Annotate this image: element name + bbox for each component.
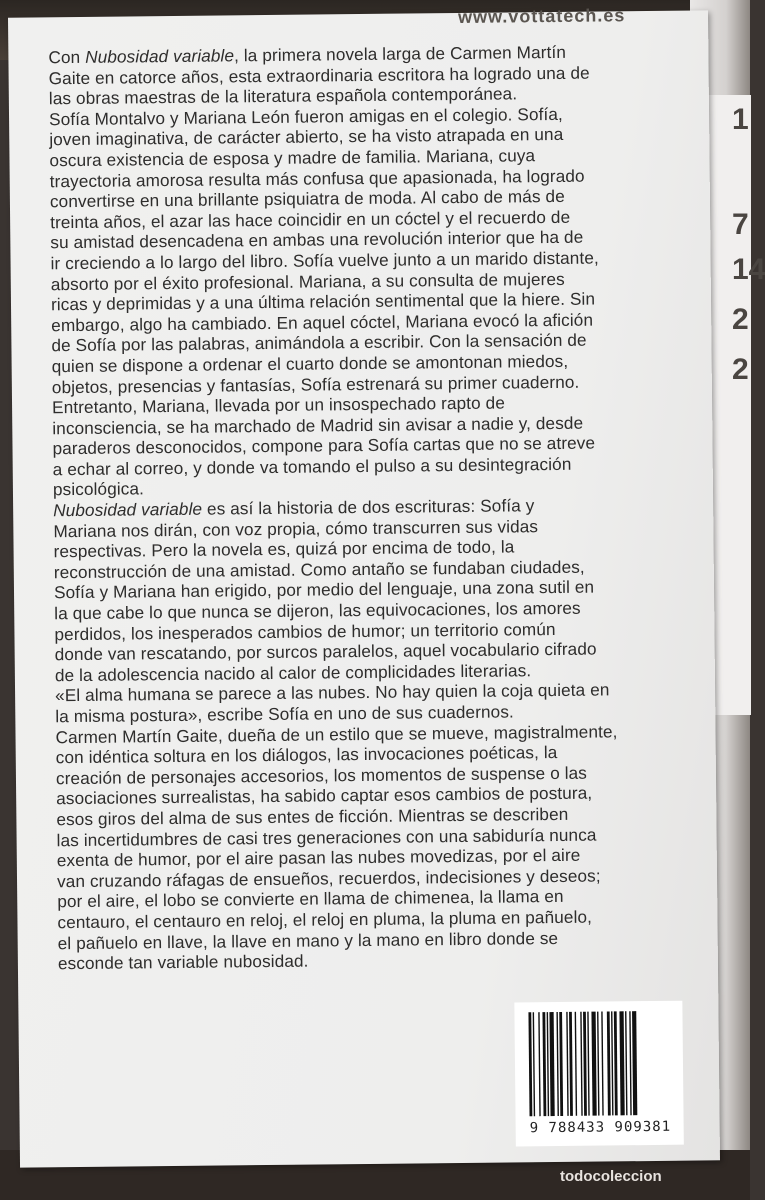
synopsis-fragment: donde van rescatando, por surcos paralelos, aquel vocabulario cifrado: [54, 638, 597, 665]
barcode-bars: [528, 1011, 669, 1120]
barcode-bar: [629, 1011, 631, 1115]
synopsis-text: [48, 41, 688, 974]
synopsis-fragment: es así la historia de dos escrituras: Sofía y: [201, 495, 535, 519]
synopsis-fragment: joven imaginativa, de carácter abierto, se ha visto atrapada en una: [49, 124, 564, 150]
synopsis-fragment: Mariana nos dirán, con voz propia, cómo transcurren sus vidas: [53, 515, 539, 541]
adjacent-book-digit: 2: [732, 353, 749, 386]
barcode-bar: [538, 1012, 540, 1116]
synopsis-fragment: Sofía y Mariana han erigido, por medio del lenguaje, una zona sutil en: [53, 577, 595, 603]
url-fragment: www.vottatech.es: [457, 5, 626, 27]
barcode-bar: [583, 1012, 587, 1116]
adjacent-book-digit: 7: [732, 208, 749, 241]
synopsis-fragment: las obras maestras de la literatura española contemporánea.: [48, 83, 518, 109]
book-title-italic: Nubosidad variable: [53, 498, 203, 521]
isbn-number: 9 788433 909381: [529, 1118, 672, 1137]
synopsis-fragment: reconstrucción de una amistad. Como antaño se fundaban ciudades,: [53, 556, 585, 583]
synopsis-fragment: Carmen Martín Gaite, dueña de un estilo que se mueve, magistralmente,: [55, 720, 618, 747]
barcode-bar: [533, 1012, 535, 1116]
synopsis-fragment: embargo, algo ha cambiado. En aquel cóctel, Mariana evocó la afición: [51, 309, 594, 335]
synopsis-fragment: inconsciencia, se ha marchado de Madrid sin avisar a nadie y, desde: [52, 412, 584, 438]
synopsis-fragment: esos giros del alma de sus entes de ficción. Mientras se describen: [56, 803, 569, 830]
barcode-bar: [591, 1012, 596, 1116]
synopsis-fragment: perdidos, los inesperados cambios de humor; un territorio común: [54, 618, 556, 644]
adjacent-book-digit: 1: [732, 103, 749, 136]
synopsis-fragment: la que cabe lo que nunca se dijeron, las equivocaciones, los amores: [54, 597, 581, 624]
synopsis-fragment: Sofía Montalvo y Mariana León fueron amigas en el colegio. Sofía,: [48, 103, 563, 130]
barcode-bar: [528, 1012, 532, 1116]
barcode-bar: [619, 1011, 624, 1115]
synopsis-fragment: Entretanto, Mariana, llevada por un insospechado rapto de: [51, 392, 506, 418]
synopsis-fragment: convertirse en una brillante psiquiatra de moda. Al cabo de más de: [49, 186, 565, 212]
barcode-bar: [614, 1011, 618, 1115]
barcode-bar: [556, 1012, 558, 1116]
synopsis-fragment: las incertidumbres de casi tres generaciones con una sabiduría nunca: [56, 824, 597, 850]
synopsis-fragment: el pañuelo en llave, la llave en mano y la mano en libro donde se: [57, 927, 559, 953]
synopsis-fragment: por el aire, el lobo se convierte en llama de chimenea, la llama en: [57, 886, 564, 912]
adjacent-book-digit: 14: [732, 253, 765, 286]
barcode-bar: [580, 1012, 582, 1116]
synopsis-fragment: la misma postura», escribe Sofía en uno de sus cuadernos.: [55, 701, 514, 727]
synopsis-fragment: objetos, presencias y fantasías, Sofía estrenará su primer cuaderno.: [51, 371, 580, 397]
synopsis-fragment: paraderos desconocidos, compone para Sofía cartas que no se atreve: [52, 432, 596, 459]
synopsis-fragment: con idéntica soltura en los diálogos, las invocaciones poéticas, la: [55, 742, 558, 768]
synopsis-fragment: ricas y deprimidas y a una última relación sentimental que la hiere. Sin: [50, 288, 596, 315]
barcode-bar: [632, 1011, 637, 1115]
barcode-bar: [611, 1011, 613, 1115]
synopsis-fragment: van cruzando ráfagas de ensueños, recuerdos, indecisiones y deseos;: [56, 865, 601, 891]
synopsis-fragment: centauro, el centauro en reloj, el reloj en pluma, la pluma en pañuelo,: [57, 906, 593, 933]
barcode-bar: [625, 1011, 627, 1115]
synopsis-fragment: «El alma humana se parece a las nubes. No hay quien la coja quieta en: [54, 679, 610, 706]
adjacent-book-digit: 2: [732, 303, 749, 336]
book-title-italic: Nubosidad variable: [85, 45, 235, 67]
synopsis-fragment: trayectoria amorosa resulta más confusa que apasionada, ha logrado: [49, 165, 585, 191]
synopsis-fragment: treinta años, el azar las hace coincidir en un cóctel y el recuerdo de: [50, 206, 571, 233]
synopsis-fragment: oscura existencia de esposa y madre de familia. Mariana, cuya: [49, 145, 536, 171]
synopsis-fragment: , la primera novela larga de Carmen Martín: [233, 41, 567, 66]
synopsis-fragment: exenta de humor, por el aire pasan las nubes movedizas, por el aire: [56, 844, 581, 871]
barcode-bar: [607, 1011, 611, 1115]
synopsis-fragment: respectivas. Pero la novela es, quizá por encima de todo, la: [53, 536, 515, 562]
barcode-bar: [569, 1012, 573, 1116]
synopsis-fragment: Con: [48, 46, 86, 68]
barcode-bar: [601, 1012, 603, 1116]
synopsis-fragment: de Sofía por las palabras, animándola a escribir. Con la sensación de: [51, 329, 587, 356]
barcode-bar: [597, 1012, 599, 1116]
watermark: todocoleccion: [560, 1168, 662, 1185]
barcode-bar: [547, 1012, 549, 1116]
barcode: [514, 1001, 683, 1147]
barcode-bar: [566, 1012, 568, 1116]
synopsis-fragment: Gaite en catorce años, esta extraordinaria escritora ha logrado una de: [48, 62, 590, 88]
synopsis-fragment: de la adolescencia nacido al calor de complicidades literarias.: [54, 660, 532, 686]
synopsis-fragment: quien se dispone a ordenar el cuarto donde se amontonan miedos,: [51, 350, 569, 377]
synopsis-fragment: absorto por el éxito profesional. Mariana, a su consulta de mujeres: [50, 268, 565, 294]
barcode-bar: [542, 1012, 546, 1116]
barcode-bar: [587, 1012, 589, 1116]
barcode-bar: [549, 1012, 554, 1116]
barcode-bar: [575, 1012, 577, 1116]
book-back-cover: [8, 5, 720, 1167]
synopsis-fragment: esconde tan variable nubosidad.: [57, 950, 309, 974]
synopsis-fragment: a echar al correo, y donde va tomando el pulso a su desintegración: [52, 453, 572, 480]
barcode-bar: [559, 1012, 563, 1116]
synopsis-fragment: ir creciendo a lo largo del libro. Sofía vuelve junto a un marido distante,: [50, 247, 599, 274]
synopsis-fragment: psicológica.: [52, 478, 145, 500]
synopsis-fragment: asociaciones surrealistas, ha sabido captar esos cambios de postura,: [56, 782, 593, 809]
synopsis-fragment: creación de personajes accesorios, los momentos de suspense o las: [55, 762, 588, 789]
synopsis-fragment: su amistad desencadena en ambas una revolución interior que ha de: [50, 227, 584, 253]
